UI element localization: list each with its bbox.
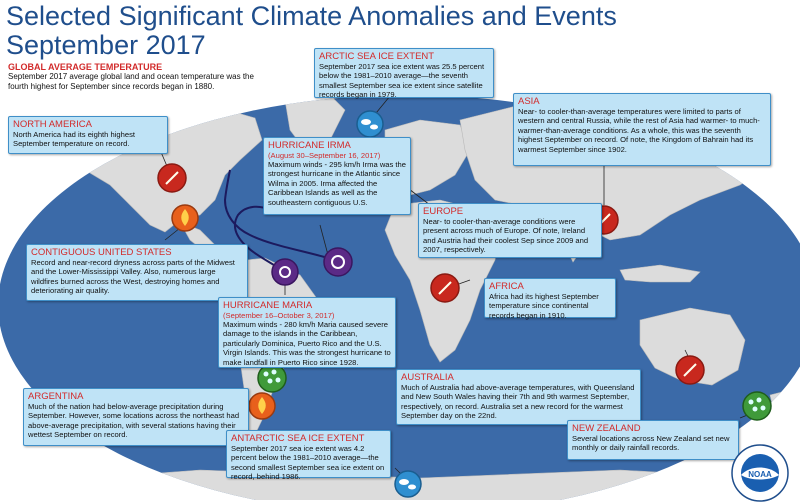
africa-text: Africa had its highest September temperature since continental records began in 1910. xyxy=(489,292,599,320)
argentina-heading: ARGENTINA xyxy=(28,391,84,402)
rain-drops-icon-new-zealand xyxy=(743,392,771,420)
argentina-callout xyxy=(23,388,249,446)
wildfire-icon-conus xyxy=(172,205,198,231)
new-zealand-landmass xyxy=(770,392,786,420)
africa-heading: AFRICA xyxy=(489,281,524,292)
europe-heading: EUROPE xyxy=(423,206,464,217)
arctic-heading: ARCTIC SEA ICE EXTENT xyxy=(319,51,435,62)
australia-text: Much of Australia had above-average temperatures, with Queensland and New South Wales having their 7th and 9th warmest September, respectively, on record. Australia set a new record for the warmest September day on the 22nd. xyxy=(401,383,635,421)
thermometer-warm-icon-north-america xyxy=(158,164,186,192)
antarctic-text: September 2017 sea ice extent was 4.2 percent below the 1981–2010 average—the second smallest September sea ice extent on record, behind 1986. xyxy=(231,444,385,482)
new-zealand-callout xyxy=(567,420,739,460)
global-temp-text: September 2017 average global land and ocean temperature was the fourth highest for September since records began in 1880. xyxy=(8,72,254,91)
argentina-text: Much of the nation had below-average precipitation during September. However, some locations across the northeast had above-average precipitation, with several stations having their wettest September on record. xyxy=(28,402,240,440)
north-america-callout xyxy=(8,116,168,154)
europe-text: Near- to cooler-than-average conditions were present across much of Europe. Of note, Ireland and Austria had their coolest Sep since 2009 and 2007, respectively. xyxy=(423,217,589,255)
asia-text: Near- to cooler-than-average temperatures were limited to parts of western and central Russia, while the rest of Asia had warmer- to much-warmer-than-average conditions. As a whole, this was the seventh highest September on record. Of note, the Kingdom of Bahrain had its warmest September since 1902. xyxy=(518,107,760,154)
title-line-2: September 2017 xyxy=(6,30,206,60)
conus-heading: CONTIGUOUS UNITED STATES xyxy=(31,247,172,258)
sea-ice-icon-antarctic xyxy=(395,471,421,497)
page-title xyxy=(6,2,617,60)
asia-heading: ASIA xyxy=(518,96,540,107)
irma-callout xyxy=(263,137,411,215)
thermometer-warm-icon-australia xyxy=(676,356,704,384)
rain-drops-icon-argentina xyxy=(258,364,286,392)
arctic-callout xyxy=(314,48,494,98)
maria-dates: (September 16–October 3, 2017) xyxy=(223,311,335,320)
global-temp-heading: GLOBAL AVERAGE TEMPERATURE xyxy=(8,62,163,72)
title-line-1: Selected Significant Climate Anomalies and Events xyxy=(6,1,617,31)
sea-ice-icon-arctic xyxy=(357,111,383,137)
north-america-heading: NORTH AMERICA xyxy=(13,119,93,130)
hurricane-icon-maria xyxy=(272,259,298,285)
irma-heading: HURRICANE IRMA xyxy=(268,140,351,151)
antarctic-heading: ANTARCTIC SEA ICE EXTENT xyxy=(231,433,365,444)
maria-callout xyxy=(218,297,396,368)
new-zealand-heading: NEW ZEALAND xyxy=(572,423,641,434)
maria-text: Maximum winds - 280 km/h Maria caused severe damage to the islands in the Caribbean, particularly Dominica, Puerto Rico and the U.S. Virgin Islands. This was the strongest hurricane to make landfall in Puerto Rico since 1928. xyxy=(223,320,391,367)
maria-heading: HURRICANE MARIA xyxy=(223,300,313,311)
asia-callout xyxy=(513,93,771,166)
irma-dates: (August 30–September 16, 2017) xyxy=(268,151,381,160)
thermometer-warm-icon-africa xyxy=(431,274,459,302)
antarctic-callout xyxy=(226,430,391,482)
australia-heading: AUSTRALIA xyxy=(401,372,454,383)
australia-callout xyxy=(396,369,641,425)
noaa-logo xyxy=(730,443,790,503)
north-america-text: North America had its eighth highest September temperature on record. xyxy=(13,130,135,149)
africa-callout xyxy=(484,278,616,318)
new-zealand-text: Several locations across New Zealand set new monthly or daily rainfall records. xyxy=(572,434,730,453)
conus-callout xyxy=(26,244,248,301)
hurricane-icon-irma xyxy=(324,248,352,276)
irma-text: Maximum winds - 295 km/h Irma was the strongest hurricane in the Atlantic since Wilma in 2005. Irma affected the Caribbean Islands as well as the southeastern contiguous U.S. xyxy=(268,160,406,207)
conus-text: Record and near-record dryness across parts of the Midwest and the Lower-Mississippi Valley. Also, numerous large wildfires burned across the West, destroying homes and deteriorating air quality. xyxy=(31,258,235,296)
noaa-logo-text: NOAA xyxy=(748,470,772,479)
europe-callout xyxy=(418,203,602,258)
wildfire-icon-argentina xyxy=(249,393,275,419)
arctic-text: September 2017 sea ice extent was 25.5 percent below the 1981–2010 average—the seventh smallest September sea ice extent since satellite records began in 1979. xyxy=(319,62,485,100)
